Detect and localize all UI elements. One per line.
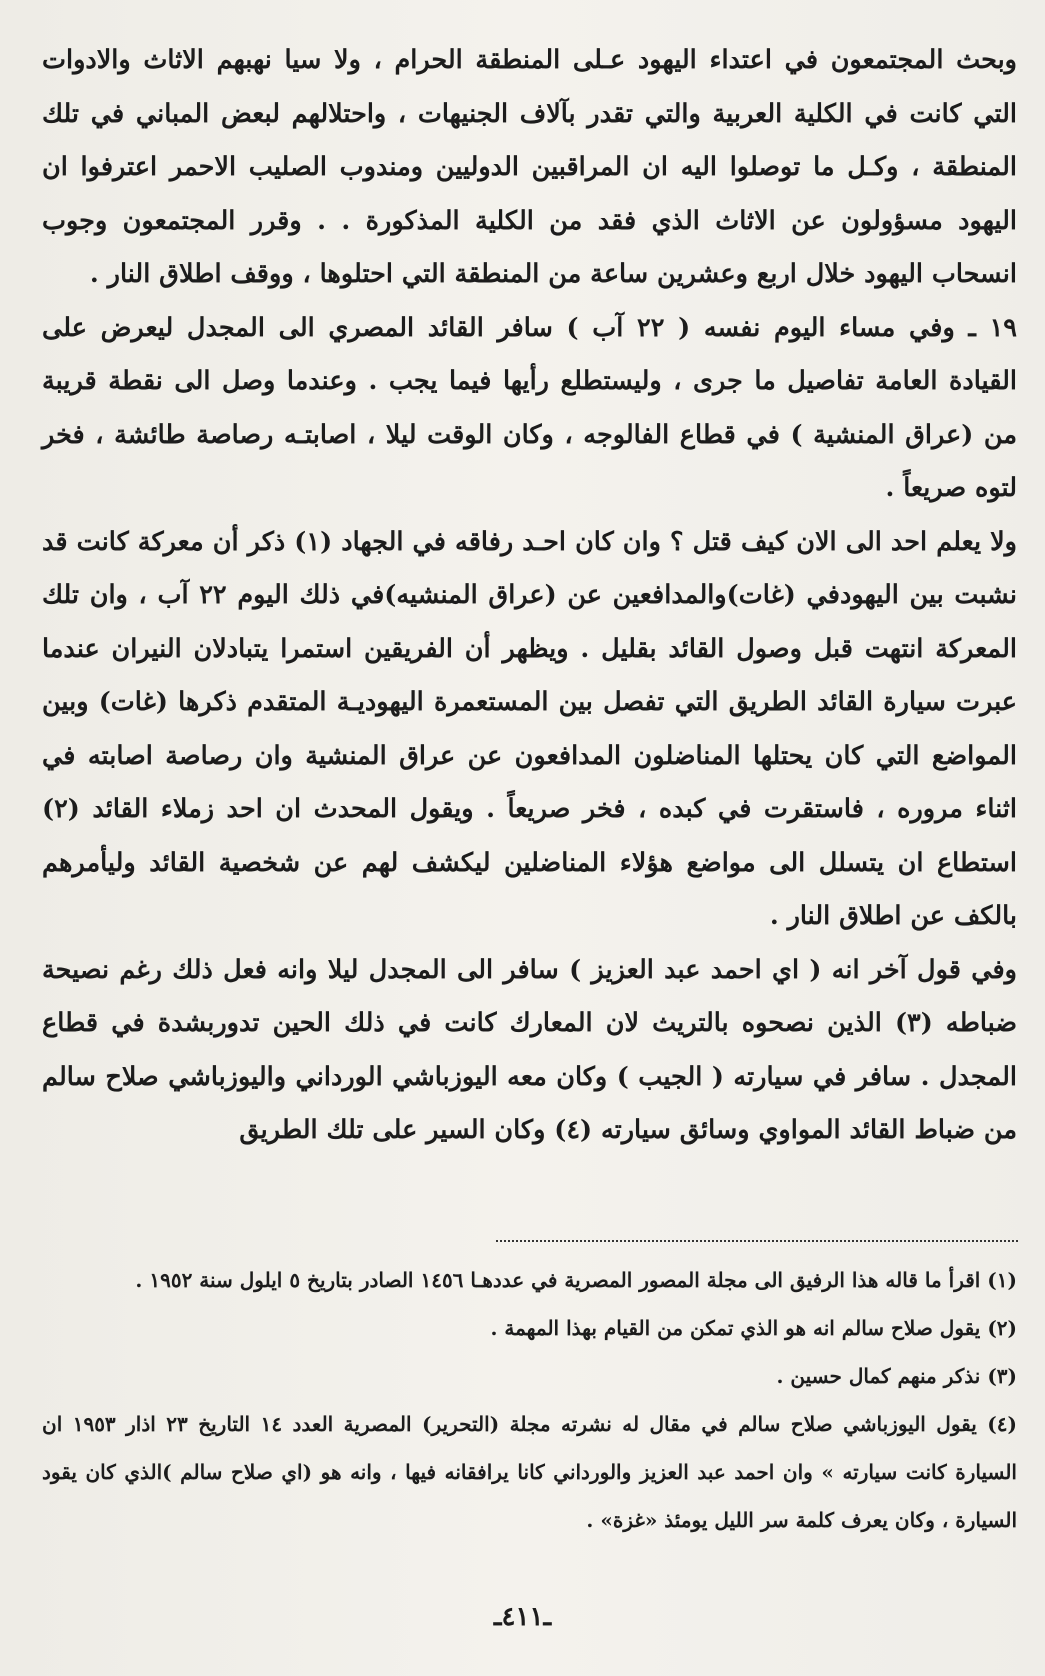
main-text	[42, 34, 1017, 1158]
paragraph: ولا يعلم احد الى الان كيف قتل ؟ وان كان احـد رفاقه في الجهاد (١) ذكر أن معركة كانت قد نشبت بين اليهودفي (غات)والمدافعين عن (عراق المنشيه)في ذلك اليوم ٢٢ آب ، وان تلك المعركة انتهت قبل وصول القائد بقليل . ويظهر أن الفريقين استمرا يتبادلان النيران عندما عبرت سيارة القائد الطريق التي تفصل بين المستعمرة اليهوديـة المتقدم ذكرها (غات) وبين المواضع التي كان يحتلها المناضلون المدافعون عن عراق المنشية وان رصاصة اصابته في اثناء مروره ، فاستقرت في كبده ، فخر صريعاً . ويقول المحدث ان احد زملاء القائد (٢) استطاع ان يتسلل الى مواضع هؤلاء المناضلين ليكشف لهم عن شخصية القائد وليأمرهم بالكف عن اطلاق النار .	[42, 526, 1017, 931]
footnote: (١) اقرأ ما قاله هذا الرفيق الى مجلة المصور المصرية في عددهـا ١٤٥٦ الصادر بتاريخ ٥ ايلول سنة ١٩٥٢ .	[135, 1268, 1017, 1292]
footnote: (٣) نذكر منهم كمال حسين .	[776, 1364, 1017, 1388]
footnote: (٤) يقول اليوزباشي صلاح سالم في مقال له نشرته مجلة (التحرير) المصرية العدد ١٤ التاريخ ٢٣ اذار ١٩٥٣ ان السيارة كانت سيارته » وان احمد عبد العزيز والورداني كانا يرافقانه فيها ، وانه هو (اي صلاح سالم )الذي كان يقود السيارة ، وكان يعرف كلمة سر الليل يومئذ «غزة» .	[42, 1412, 1017, 1532]
footnotes	[42, 1256, 1017, 1544]
paragraph: وبحث المجتمعون في اعتداء اليهود عـلى المنطقة الحرام ، ولا سيا نهبهم الاثاث والادوات التي كانت في الكلية العربية والتي تقدر بآلاف الجنيهات ، واحتلالهم لبعض المباني في تلك المنطقة ، وكـل ما توصلوا اليه ان المراقبين الدوليين ومندوب الصليب الاحمر اعترفوا ان اليهود مسؤولون عن الاثاث الذي فقد من الكلية المذكورة . . وقرر المجتمعون وجوب انسحاب اليهود خلال اربع وعشرين ساعة من المنطقة التي احتلوها ، ووقف اطلاق النار .	[42, 45, 1017, 289]
footnote: (٢) يقول صلاح سالم انه هو الذي تمكن من القيام بهذا المهمة .	[490, 1316, 1017, 1340]
footnote-separator	[496, 1240, 1018, 1242]
paragraph: ١٩ ـ وفي مساء اليوم نفسه ( ٢٢ آب ) سافر القائد المصري الى المجدل ليعرض على القيادة العامة تفاصيل ما جرى ، وليستطلع رأيها فيما يجب . وعندما وصل الى نقطة قريبة من (عراق المنشية ) في قطاع الفالوجه ، وكان الوقت ليلا ، اصابتـه رصاصة طائشة ، فخر لتوه صريعاً .	[42, 312, 1017, 503]
page-number: ـ٤١١ـ	[493, 1602, 552, 1632]
paragraph: وفي قول آخر انه ( اي احمد عبد العزيز ) سافر الى المجدل ليلا وانه فعل ذلك رغم نصيحة ضباطه (٣) الذين نصحوه بالتريث لان المعارك كانت في ذلك الحين تدوربشدة في قطاع المجدل . سافر في سيارته ( الجيب ) وكان معه اليوزباشي الورداني واليوزباشي صلاح سالم من ضباط القائد المواوي وسائق سيارته (٤) وكان السير على تلك الطريق	[42, 954, 1018, 1145]
